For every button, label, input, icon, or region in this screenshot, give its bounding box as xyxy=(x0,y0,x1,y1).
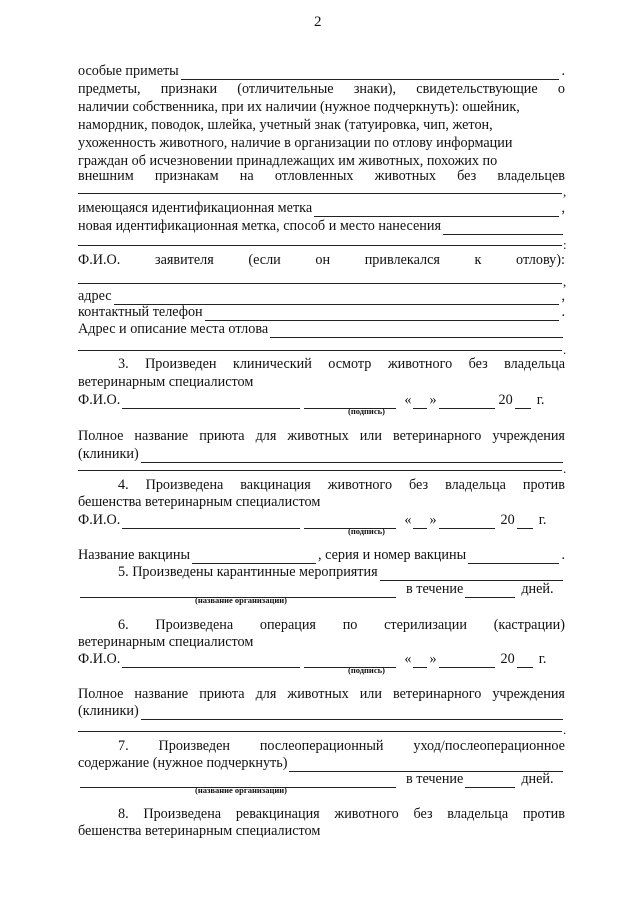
section-5-org-line: в течение дней. xyxy=(78,580,565,598)
id-mark-line: имеющаяся идентификационная метка , xyxy=(78,200,565,216)
applicant-name-field[interactable] xyxy=(78,283,562,284)
signature-caption: (подпись) xyxy=(348,406,385,416)
clinic2-line: (клиники) xyxy=(78,702,565,720)
section-4-fio-line: Ф.И.О. « » 20 г. xyxy=(78,512,547,528)
clinic2-blank[interactable] xyxy=(78,731,562,732)
year-field[interactable] xyxy=(517,654,533,668)
quarantine-field[interactable] xyxy=(380,567,563,581)
month-field[interactable] xyxy=(439,395,495,409)
address-label: адрес xyxy=(78,288,112,304)
clinic-blank[interactable] xyxy=(78,470,562,471)
section-4-line-2: бешенства ветеринарным специалистом xyxy=(78,494,321,510)
day-field[interactable] xyxy=(413,395,427,409)
section-5-line: 5. Произведены карантинные мероприятия xyxy=(118,563,565,581)
new-id-mark-line xyxy=(78,217,565,235)
catch-place-label: Адрес и описание места отлова xyxy=(78,321,269,337)
fio-label: Ф.И.О. xyxy=(78,392,121,408)
days-field[interactable] xyxy=(465,584,515,598)
catch-place-field[interactable] xyxy=(270,324,563,338)
catch-place-blank[interactable] xyxy=(78,350,562,351)
applicant-line: Ф.И.О. заявителя (если он привлекался к отлову): xyxy=(78,252,565,268)
clinic-label: (клиники) xyxy=(78,446,139,462)
special-features-label: особые приметы xyxy=(78,63,179,79)
signs-line-3: намордник, поводок, шлейка, учетный знак (татуировка, чип, жетон, xyxy=(78,117,493,133)
section-7-org-line: в течение дней. xyxy=(78,770,565,788)
year-field[interactable] xyxy=(517,515,533,529)
document-page: 2 особые приметы . предметы, признаки (отличительные знаки), свидетельствующие о наличии собственника, при их наличии (нужное подчеркнуть): ошейник, намордник, поводок, шлейка, учетный знак (татуировка, чип, жетон, ухоженность животного, наличие в организации по отлову информации граждан об исчезновении принадлежащих им животных, похожих по внешним признакам на отловленных животных без владельцев , имеющаяся идентификационная метка , новая идентификационная метка, способ и место нанесения : Ф.И.О. заявителя (если он привлекался к отлову): , адрес , контактный телефон . Адрес и описание места отлова . 3. Произведен клинический осмотр животного без владельца ветеринарным специалистом Ф.И.О. « » 20 г. (подпись) Полное название приюта для животных или ветеринарного учреждения (клиники) . 4. Произведена вакцинация животного без владельца против бешенства ветеринарным специалистом Ф.И.О. « » 20 г. (подпись) Название вакцины , серия и номер вакцины . 5. Произведены карантинные мероприятия в течение дней. (название организации) 6. Произведена операция по стерилизации (кастрации) ветеринарным специалистом Ф.И.О. « » 20 г. (подпись) Полное название приюта для животных или ветеринарного учреждения (клиники) . 7. Произведен послеоперационный уход/послеоперационное содержание (нужное подчеркнуть) в течение дней. (название организации) 8. Произведена ревакцинация животного без владельца против бешенства ветеринарным специалистом xyxy=(78,14,567,839)
id-mark-field[interactable] xyxy=(314,203,559,217)
section-3-fio-line: Ф.И.О. « » 20 г. xyxy=(78,392,545,408)
vaccine-line: Название вакцины , серия и номер вакцины . xyxy=(78,547,565,563)
day-field[interactable] xyxy=(413,515,427,529)
vaccine-label: Название вакцины xyxy=(78,547,190,563)
section-7-line-1: 7. Произведен послеоперационный уход/послеоперационное xyxy=(118,738,565,754)
clinic-field[interactable] xyxy=(141,449,563,463)
days-field[interactable] xyxy=(465,774,515,788)
page-number: 2 xyxy=(314,14,322,30)
series-field[interactable] xyxy=(468,550,559,564)
organization-caption: (название организации) xyxy=(195,785,287,795)
signs-line-4: ухоженность животного, наличие в организации по отлову информации xyxy=(78,135,513,151)
section-6-line-1: 6. Произведена операция по стерилизации (кастрации) xyxy=(118,617,565,633)
id-mark-label: имеющаяся идентификационная метка xyxy=(78,200,313,216)
section-6-fio-line: Ф.И.О. « » 20 г. xyxy=(78,651,547,667)
section-3-line-2: ветеринарным специалистом xyxy=(78,374,254,390)
shelter-line-1: Полное название приюта для животных или ветеринарного учреждения xyxy=(78,428,565,444)
shelter2-line-1: Полное название приюта для животных или ветеринарного учреждения xyxy=(78,686,565,702)
signature-caption: (подпись) xyxy=(348,665,385,675)
section-8-line-2: бешенства ветеринарным специалистом xyxy=(78,823,321,839)
section-6-line-2: ветеринарным специалистом xyxy=(78,634,254,650)
day-field[interactable] xyxy=(413,654,427,668)
phone-line: контактный телефон . xyxy=(78,304,565,320)
special-features-field[interactable] xyxy=(181,66,560,80)
address-line: адрес , xyxy=(78,288,565,304)
new-id-mark-label: новая идентификационная метка, способ и место нанесения xyxy=(78,218,442,234)
section-7-line-2: содержание (нужное подчеркнуть) xyxy=(78,754,565,772)
month-field[interactable] xyxy=(439,654,495,668)
signs-line-6: внешним признакам на отловленных животных без владельцев xyxy=(78,168,565,184)
signs-line-2: наличии собственника, при их наличии (нужное подчеркнуть): ошейник, xyxy=(78,99,520,115)
section-3-line-1: 3. Произведен клинический осмотр животного без владельца xyxy=(118,356,565,372)
organization-caption: (название организации) xyxy=(195,595,287,605)
series-label: , серия и номер вакцины xyxy=(318,547,467,563)
clinic-line xyxy=(78,445,565,463)
section-8-line-1: 8. Произведена ревакцинация животного без владельца против xyxy=(118,806,565,822)
fio-field[interactable] xyxy=(122,654,300,668)
signs-line-5: граждан об исчезновении принадлежащих им животных, похожих по xyxy=(78,153,498,169)
vaccine-name-field[interactable] xyxy=(192,550,316,564)
signs-line-1: предметы, признаки (отличительные знаки), свидетельствующие о xyxy=(78,81,565,97)
catch-place-line xyxy=(78,320,565,338)
phone-label: контактный телефон xyxy=(78,304,203,320)
clinic2-field[interactable] xyxy=(141,706,563,720)
signature-caption: (подпись) xyxy=(348,526,385,536)
fio-field[interactable] xyxy=(122,395,300,409)
phone-field[interactable] xyxy=(205,307,560,321)
new-id-mark-blank[interactable] xyxy=(78,245,562,246)
fio-field[interactable] xyxy=(122,515,300,529)
section-4-line-1: 4. Произведена вакцинация животного без владельца против xyxy=(118,477,565,493)
new-id-mark-field[interactable] xyxy=(443,221,563,235)
signs-blank-field[interactable] xyxy=(78,193,562,194)
year-field[interactable] xyxy=(515,395,531,409)
special-features-line: особые приметы . xyxy=(78,63,565,79)
month-field[interactable] xyxy=(439,515,495,529)
